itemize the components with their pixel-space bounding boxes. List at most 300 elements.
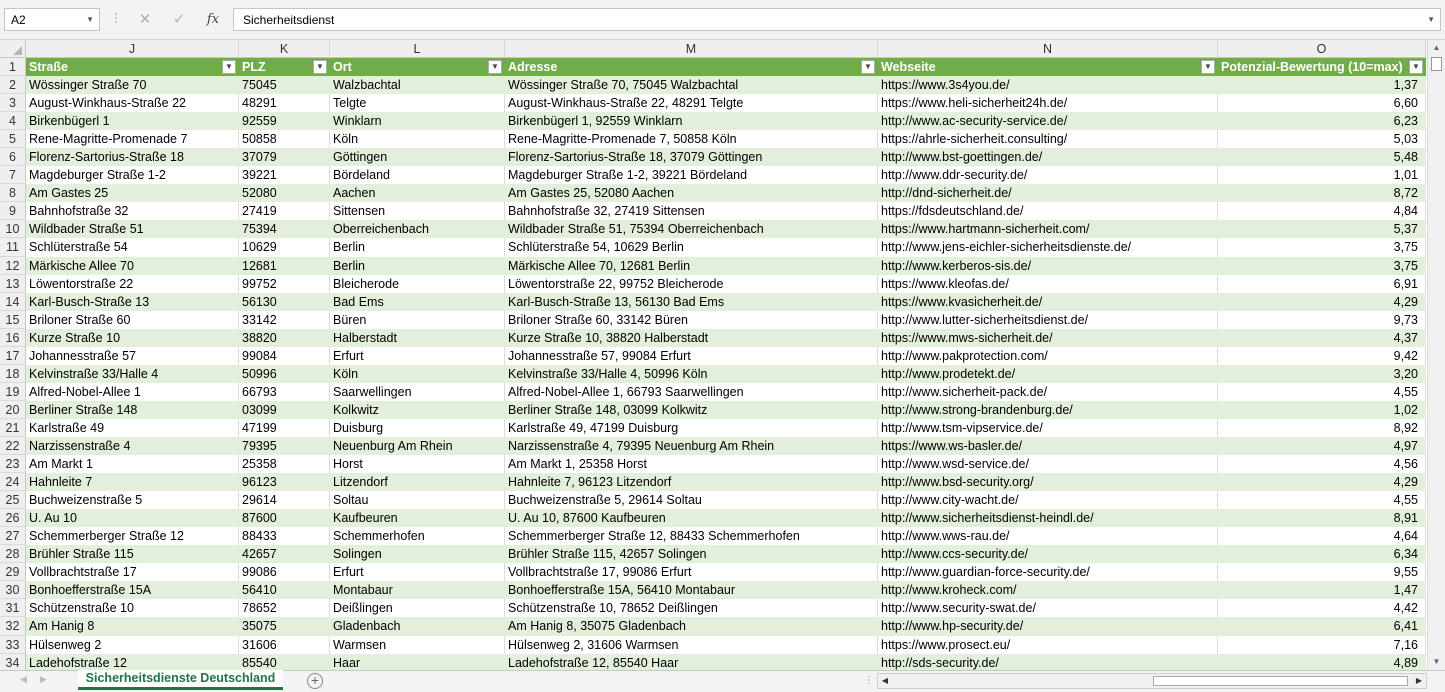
table-cell[interactable]: Büren	[330, 311, 505, 329]
table-cell[interactable]: Schemmerhofen	[330, 527, 505, 545]
row-number[interactable]: 26	[0, 509, 26, 527]
table-cell[interactable]: Kurze Straße 10	[26, 329, 239, 347]
row-number[interactable]: 30	[0, 581, 26, 599]
row-number[interactable]: 24	[0, 473, 26, 491]
table-cell[interactable]: 10629	[239, 238, 330, 256]
tab-split-handle-icon[interactable]: ⋮	[864, 675, 874, 686]
table-row	[0, 130, 1427, 148]
table-cell[interactable]: https://www.kleofas.de/	[878, 275, 1218, 293]
table-cell[interactable]: Berlin	[330, 257, 505, 275]
table-cell[interactable]: 48291	[239, 94, 330, 112]
table-cell[interactable]: Am Markt 1	[26, 455, 239, 473]
name-box[interactable]	[4, 8, 100, 31]
table-cell[interactable]: 92559	[239, 112, 330, 130]
table-cell[interactable]: 39221	[239, 166, 330, 184]
table-cell[interactable]: Haar	[330, 654, 505, 670]
table-cell[interactable]: https://www.mws-sicherheit.de/	[878, 329, 1218, 347]
table-cell[interactable]: 9,73	[1218, 311, 1426, 329]
table-cell[interactable]: Bahnhofstraße 32	[26, 202, 239, 220]
table-cell[interactable]: Rene-Magritte-Promenade 7, 50858 Köln	[505, 130, 878, 148]
table-cell[interactable]: http://www.city-wacht.de/	[878, 491, 1218, 509]
table-cell[interactable]: Aachen	[330, 184, 505, 202]
header-cell[interactable]	[878, 58, 1218, 76]
table-cell[interactable]: 4,29	[1218, 473, 1426, 491]
table-cell[interactable]: Walzbachtal	[330, 76, 505, 94]
header-cell[interactable]	[26, 58, 239, 76]
name-box-value: A2	[11, 13, 26, 27]
table-cell[interactable]: http://www.prodetekt.de/	[878, 365, 1218, 383]
table-cell[interactable]: 66793	[239, 383, 330, 401]
table-cell[interactable]: https://ahrle-sicherheit.consulting/	[878, 130, 1218, 148]
table-cell[interactable]: Am Markt 1, 25358 Horst	[505, 455, 878, 473]
table-cell[interactable]: 99084	[239, 347, 330, 365]
horizontal-scroll-thumb[interactable]	[1153, 676, 1408, 686]
column-header[interactable]: K	[239, 40, 330, 58]
table-cell[interactable]: 8,72	[1218, 184, 1426, 202]
table-cell[interactable]: Florenz-Sartorius-Straße 18	[26, 148, 239, 166]
table-cell[interactable]: http://www.security-swat.de/	[878, 599, 1218, 617]
table-cell[interactable]: 56410	[239, 581, 330, 599]
next-sheet-icon[interactable]: ▶	[40, 674, 47, 684]
table-row	[0, 275, 1427, 293]
table-row	[0, 419, 1427, 437]
table-header-row	[0, 58, 1427, 76]
row-number[interactable]: 34	[0, 654, 26, 670]
table-cell[interactable]: Am Gastes 25	[26, 184, 239, 202]
table-cell[interactable]: http://www.ccs-security.de/	[878, 545, 1218, 563]
table-cell[interactable]: 6,23	[1218, 112, 1426, 130]
table-cell[interactable]: Wildbader Straße 51	[26, 220, 239, 238]
table-cell[interactable]: http://www.hp-security.de/	[878, 617, 1218, 635]
table-cell[interactable]: Solingen	[330, 545, 505, 563]
table-cell[interactable]: 5,48	[1218, 148, 1426, 166]
table-cell[interactable]: Schlüterstraße 54	[26, 238, 239, 256]
add-sheet-icon[interactable]: +	[307, 673, 323, 689]
table-cell[interactable]: 8,91	[1218, 509, 1426, 527]
table-cell[interactable]: https://www.3s4you.de/	[878, 76, 1218, 94]
cancel-icon[interactable]: ✕	[138, 11, 152, 28]
table-cell[interactable]: Bahnhofstraße 32, 27419 Sittensen	[505, 202, 878, 220]
table-cell[interactable]: U. Au 10	[26, 509, 239, 527]
row-number[interactable]: 20	[0, 401, 26, 419]
scroll-right-icon[interactable]: ▶	[1415, 676, 1423, 685]
table-cell[interactable]: August-Winkhaus-Straße 22	[26, 94, 239, 112]
table-row	[0, 401, 1427, 419]
table-cell[interactable]: Saarwellingen	[330, 383, 505, 401]
table-cell[interactable]: http://www.sicherheitsdienst-heindl.de/	[878, 509, 1218, 527]
table-cell[interactable]: 4,37	[1218, 329, 1426, 347]
table-cell[interactable]: 4,55	[1218, 383, 1426, 401]
table-row	[0, 365, 1427, 383]
table-cell[interactable]: 31606	[239, 636, 330, 654]
table-cell[interactable]: Wössinger Straße 70	[26, 76, 239, 94]
chevron-down-icon[interactable]: ▼	[86, 15, 94, 24]
header-cell[interactable]	[239, 58, 330, 76]
table-cell[interactable]: 79395	[239, 437, 330, 455]
table-cell[interactable]: Vollbrachtstraße 17	[26, 563, 239, 581]
table-cell[interactable]: Duisburg	[330, 419, 505, 437]
filter-dropdown-icon[interactable]: ▼	[488, 60, 502, 74]
row-number[interactable]: 32	[0, 617, 26, 635]
row-number[interactable]: 19	[0, 383, 26, 401]
table-cell[interactable]: Karlstraße 49	[26, 419, 239, 437]
table-cell[interactable]: 8,92	[1218, 419, 1426, 437]
table-row	[0, 94, 1427, 112]
table-row	[0, 617, 1427, 635]
table-cell[interactable]: Am Hanig 8	[26, 617, 239, 635]
table-cell[interactable]: http://www.wws-rau.de/	[878, 527, 1218, 545]
table-cell[interactable]: Kurze Straße 10, 38820 Halberstadt	[505, 329, 878, 347]
table-cell[interactable]: 4,29	[1218, 293, 1426, 311]
table-row	[0, 184, 1427, 202]
filter-dropdown-icon[interactable]: ▼	[861, 60, 875, 74]
table-cell[interactable]: 50858	[239, 130, 330, 148]
column-header[interactable]: L	[330, 40, 505, 58]
table-cell[interactable]: 5,03	[1218, 130, 1426, 148]
horizontal-scrollbar[interactable]	[877, 673, 1427, 689]
formula-content: Sicherheitsdienst	[243, 13, 335, 27]
table-cell[interactable]: Kaufbeuren	[330, 509, 505, 527]
table-cell[interactable]: 50996	[239, 365, 330, 383]
prev-sheet-icon[interactable]: ◀	[20, 674, 27, 684]
table-cell[interactable]: Schemmerberger Straße 12	[26, 527, 239, 545]
table-cell[interactable]: Märkische Allee 70	[26, 257, 239, 275]
table-row	[0, 563, 1427, 581]
filter-dropdown-icon[interactable]: ▼	[1409, 60, 1423, 74]
table-cell[interactable]: Märkische Allee 70, 12681 Berlin	[505, 257, 878, 275]
table-cell[interactable]: 42657	[239, 545, 330, 563]
table-cell[interactable]: Hahnleite 7, 96123 Litzendorf	[505, 473, 878, 491]
table-cell[interactable]: Am Gastes 25, 52080 Aachen	[505, 184, 878, 202]
table-cell[interactable]: Litzendorf	[330, 473, 505, 491]
table-cell[interactable]: Montabaur	[330, 581, 505, 599]
table-row	[0, 491, 1427, 509]
row-number[interactable]: 18	[0, 365, 26, 383]
column-header[interactable]: N	[878, 40, 1218, 58]
table-cell[interactable]: http://dnd-sicherheit.de/	[878, 184, 1218, 202]
row-number[interactable]: 6	[0, 148, 26, 166]
table-row	[0, 238, 1427, 256]
table-cell[interactable]: 9,55	[1218, 563, 1426, 581]
table-cell[interactable]: 27419	[239, 202, 330, 220]
table-cell[interactable]: Berliner Straße 148	[26, 401, 239, 419]
table-cell[interactable]: Berlin	[330, 238, 505, 256]
table-cell[interactable]: Ladehofstraße 12, 85540 Haar	[505, 654, 878, 670]
table-cell[interactable]: 03099	[239, 401, 330, 419]
table-cell[interactable]: Horst	[330, 455, 505, 473]
table-cell[interactable]: Florenz-Sartorius-Straße 18, 37079 Göttingen	[505, 148, 878, 166]
table-cell[interactable]: 4,97	[1218, 437, 1426, 455]
table-cell[interactable]: Schemmerberger Straße 12, 88433 Schemmerhofen	[505, 527, 878, 545]
table-cell[interactable]: 7,16	[1218, 636, 1426, 654]
table-cell[interactable]: https://www.hartmann-sicherheit.com/	[878, 220, 1218, 238]
table-row	[0, 383, 1427, 401]
table-cell[interactable]: 56130	[239, 293, 330, 311]
table-cell[interactable]: 52080	[239, 184, 330, 202]
table-cell[interactable]: Gladenbach	[330, 617, 505, 635]
table-cell[interactable]: http://www.ddr-security.de/	[878, 166, 1218, 184]
enter-icon[interactable]: ✓	[172, 11, 186, 28]
sheet-tab-active[interactable]: Sicherheitsdienste Deutschland	[78, 670, 283, 690]
table-row	[0, 148, 1427, 166]
table-cell[interactable]: http://www.tsm-vipservice.de/	[878, 419, 1218, 437]
table-cell[interactable]: Hahnleite 7	[26, 473, 239, 491]
table-cell[interactable]: 4,42	[1218, 599, 1426, 617]
table-cell[interactable]: http://www.jens-eichler-sicherheitsdienste.de/	[878, 238, 1218, 256]
row-number[interactable]: 21	[0, 419, 26, 437]
table-cell[interactable]: http://www.pakprotection.com/	[878, 347, 1218, 365]
table-cell[interactable]: Bad Ems	[330, 293, 505, 311]
table-cell[interactable]: 99752	[239, 275, 330, 293]
table-cell[interactable]: Magdeburger Straße 1-2	[26, 166, 239, 184]
table-cell[interactable]: 38820	[239, 329, 330, 347]
table-cell[interactable]: http://www.ac-security-service.de/	[878, 112, 1218, 130]
rows	[0, 58, 1427, 670]
row-number[interactable]: 23	[0, 455, 26, 473]
table-cell[interactable]: 6,60	[1218, 94, 1426, 112]
table-cell[interactable]: 88433	[239, 527, 330, 545]
row-number[interactable]: 14	[0, 293, 26, 311]
table-cell[interactable]: Birkenbügerl 1, 92559 Winklarn	[505, 112, 878, 130]
formula-bar	[0, 0, 1445, 40]
table-cell[interactable]: Löwentorstraße 22, 99752 Bleicherode	[505, 275, 878, 293]
scroll-down-icon[interactable]: ▼	[1432, 657, 1441, 666]
formula-input[interactable]	[233, 8, 1441, 31]
table-cell[interactable]: http://www.bsd-security.org/	[878, 473, 1218, 491]
row-number[interactable]: 12	[0, 257, 26, 275]
table-cell[interactable]: https://www.heli-sicherheit24h.de/	[878, 94, 1218, 112]
table-cell[interactable]: https://www.kvasicherheit.de/	[878, 293, 1218, 311]
row-number[interactable]: 7	[0, 166, 26, 184]
table-cell[interactable]: 75394	[239, 220, 330, 238]
row-number[interactable]: 13	[0, 275, 26, 293]
select-all-button[interactable]	[0, 40, 26, 58]
table-cell[interactable]: August-Winkhaus-Straße 22, 48291 Telgte	[505, 94, 878, 112]
table-cell[interactable]: https://www.ws-basler.de/	[878, 437, 1218, 455]
row-number[interactable]: 5	[0, 130, 26, 148]
table-cell[interactable]: Berliner Straße 148, 03099 Kolkwitz	[505, 401, 878, 419]
table-cell[interactable]: 37079	[239, 148, 330, 166]
column-header[interactable]: M	[505, 40, 878, 58]
row-number[interactable]: 31	[0, 599, 26, 617]
table-cell[interactable]: Vollbrachtstraße 17, 99086 Erfurt	[505, 563, 878, 581]
table-cell[interactable]: 87600	[239, 509, 330, 527]
table-cell[interactable]: Buchweizenstraße 5, 29614 Soltau	[505, 491, 878, 509]
filter-dropdown-icon[interactable]: ▼	[222, 60, 236, 74]
table-cell[interactable]: Sittensen	[330, 202, 505, 220]
table-cell[interactable]: http://www.strong-brandenburg.de/	[878, 401, 1218, 419]
table-row	[0, 545, 1427, 563]
table-cell[interactable]: Johannesstraße 57, 99084 Erfurt	[505, 347, 878, 365]
table-cell[interactable]: 9,42	[1218, 347, 1426, 365]
table-cell[interactable]: 29614	[239, 491, 330, 509]
table-cell[interactable]: http://www.lutter-sicherheitsdienst.de/	[878, 311, 1218, 329]
table-cell[interactable]: Brühler Straße 115, 42657 Solingen	[505, 545, 878, 563]
scroll-up-icon[interactable]: ▲	[1432, 43, 1441, 52]
filter-dropdown-icon[interactable]: ▼	[1201, 60, 1215, 74]
table-cell[interactable]: Köln	[330, 365, 505, 383]
table-cell[interactable]: 4,55	[1218, 491, 1426, 509]
row-number[interactable]: 2	[0, 76, 26, 94]
row-number[interactable]: 15	[0, 311, 26, 329]
row-number[interactable]: 16	[0, 329, 26, 347]
row-number[interactable]: 8	[0, 184, 26, 202]
table-cell[interactable]: Soltau	[330, 491, 505, 509]
table-row	[0, 293, 1427, 311]
table-cell[interactable]: 85540	[239, 654, 330, 670]
table-cell[interactable]: http://www.kerberos-sis.de/	[878, 257, 1218, 275]
table-cell[interactable]: Wössinger Straße 70, 75045 Walzbachtal	[505, 76, 878, 94]
table-cell[interactable]: Briloner Straße 60	[26, 311, 239, 329]
table-cell[interactable]: Narzissenstraße 4, 79395 Neuenburg Am Rhein	[505, 437, 878, 455]
filter-dropdown-icon[interactable]: ▼	[313, 60, 327, 74]
table-cell[interactable]: 6,34	[1218, 545, 1426, 563]
table-cell[interactable]: Erfurt	[330, 563, 505, 581]
table-cell[interactable]: Johannesstraße 57	[26, 347, 239, 365]
row-number[interactable]: 27	[0, 527, 26, 545]
sheet-tab-bar	[0, 670, 1445, 692]
table-cell[interactable]: 47199	[239, 419, 330, 437]
table-cell[interactable]: Schützenstraße 10	[26, 599, 239, 617]
header-label: Potenzial-Bewertung (10=max)	[1221, 60, 1403, 74]
table-cell[interactable]: http://www.bst-goettingen.de/	[878, 148, 1218, 166]
table-cell[interactable]: 33142	[239, 311, 330, 329]
table-cell[interactable]: Halberstadt	[330, 329, 505, 347]
table-cell[interactable]: Hülsenweg 2, 31606 Warmsen	[505, 636, 878, 654]
table-cell[interactable]: Briloner Straße 60, 33142 Büren	[505, 311, 878, 329]
header-cell[interactable]	[1218, 58, 1426, 76]
spreadsheet-grid[interactable]	[0, 40, 1427, 670]
vertical-scroll-thumb[interactable]	[1431, 57, 1442, 71]
row-number[interactable]: 28	[0, 545, 26, 563]
table-cell[interactable]: Brühler Straße 115	[26, 545, 239, 563]
table-cell[interactable]: Löwentorstraße 22	[26, 275, 239, 293]
table-cell[interactable]: 78652	[239, 599, 330, 617]
insert-function-button[interactable]: fx	[206, 12, 220, 27]
table-cell[interactable]: Alfred-Nobel-Allee 1	[26, 383, 239, 401]
table-cell[interactable]: 6,41	[1218, 617, 1426, 635]
table-cell[interactable]: Bonhoefferstraße 15A	[26, 581, 239, 599]
table-cell[interactable]: http://www.guardian-force-security.de/	[878, 563, 1218, 581]
table-cell[interactable]: http://sds-security.de/	[878, 654, 1218, 670]
table-cell[interactable]: Telgte	[330, 94, 505, 112]
table-cell[interactable]: 1,01	[1218, 166, 1426, 184]
table-cell[interactable]: http://www.kroheck.com/	[878, 581, 1218, 599]
table-cell[interactable]: Kolkwitz	[330, 401, 505, 419]
table-cell[interactable]: Buchweizenstraße 5	[26, 491, 239, 509]
table-cell[interactable]: Bonhoefferstraße 15A, 56410 Montabaur	[505, 581, 878, 599]
header-cell[interactable]	[330, 58, 505, 76]
header-label: Ort	[333, 60, 352, 74]
table-cell[interactable]: Winklarn	[330, 112, 505, 130]
table-cell[interactable]: 12681	[239, 257, 330, 275]
scroll-left-icon[interactable]: ◀	[881, 676, 889, 685]
table-cell[interactable]: Köln	[330, 130, 505, 148]
table-cell[interactable]: 5,37	[1218, 220, 1426, 238]
row-number[interactable]: 29	[0, 563, 26, 581]
table-cell[interactable]: Neuenburg Am Rhein	[330, 437, 505, 455]
table-cell[interactable]: 3,75	[1218, 257, 1426, 275]
row-number[interactable]: 9	[0, 202, 26, 220]
table-cell[interactable]: Karl-Busch-Straße 13	[26, 293, 239, 311]
table-cell[interactable]: Schlüterstraße 54, 10629 Berlin	[505, 238, 878, 256]
table-cell[interactable]: Am Hanig 8, 35075 Gladenbach	[505, 617, 878, 635]
table-row	[0, 527, 1427, 545]
vertical-scrollbar[interactable]	[1427, 40, 1445, 670]
table-cell[interactable]: 1,02	[1218, 401, 1426, 419]
table-cell[interactable]: U. Au 10, 87600 Kaufbeuren	[505, 509, 878, 527]
table-cell[interactable]: https://www.prosect.eu/	[878, 636, 1218, 654]
table-cell[interactable]: 25358	[239, 455, 330, 473]
table-cell[interactable]: http://www.wsd-service.de/	[878, 455, 1218, 473]
table-cell[interactable]: Bleicherode	[330, 275, 505, 293]
table-cell[interactable]: Alfred-Nobel-Allee 1, 66793 Saarwellingen	[505, 383, 878, 401]
table-cell[interactable]: Narzissenstraße 4	[26, 437, 239, 455]
table-row	[0, 257, 1427, 275]
table-cell[interactable]: Kelvinstraße 33/Halle 4, 50996 Köln	[505, 365, 878, 383]
row-number[interactable]: 22	[0, 437, 26, 455]
table-cell[interactable]: 75045	[239, 76, 330, 94]
row-number[interactable]: 25	[0, 491, 26, 509]
table-cell[interactable]: Oberreichenbach	[330, 220, 505, 238]
table-cell[interactable]: 4,89	[1218, 654, 1426, 670]
table-cell[interactable]: Warmsen	[330, 636, 505, 654]
table-cell[interactable]: 6,91	[1218, 275, 1426, 293]
table-row	[0, 654, 1427, 670]
table-cell[interactable]: 4,84	[1218, 202, 1426, 220]
table-cell[interactable]: Karl-Busch-Straße 13, 56130 Bad Ems	[505, 293, 878, 311]
row-number[interactable]: 3	[0, 94, 26, 112]
table-cell[interactable]: 4,64	[1218, 527, 1426, 545]
table-cell[interactable]: http://www.sicherheit-pack.de/	[878, 383, 1218, 401]
expand-formula-icon[interactable]: ▼	[1427, 15, 1435, 24]
table-cell[interactable]: Erfurt	[330, 347, 505, 365]
row-number[interactable]: 11	[0, 238, 26, 256]
table-cell[interactable]: Kelvinstraße 33/Halle 4	[26, 365, 239, 383]
table-cell[interactable]: 99086	[239, 563, 330, 581]
table-row	[0, 473, 1427, 491]
table-cell[interactable]: 1,37	[1218, 76, 1426, 94]
table-cell[interactable]: 35075	[239, 617, 330, 635]
table-cell[interactable]: Birkenbügerl 1	[26, 112, 239, 130]
table-cell[interactable]: Schützenstraße 10, 78652 Deißlingen	[505, 599, 878, 617]
table-cell[interactable]: 1,47	[1218, 581, 1426, 599]
table-cell[interactable]: 96123	[239, 473, 330, 491]
table-cell[interactable]: 4,56	[1218, 455, 1426, 473]
table-cell[interactable]: Ladehofstraße 12	[26, 654, 239, 670]
row-number[interactable]: 17	[0, 347, 26, 365]
table-cell[interactable]: Bördeland	[330, 166, 505, 184]
row-number[interactable]: 33	[0, 636, 26, 654]
column-header[interactable]: O	[1218, 40, 1426, 58]
table-cell[interactable]: https://fdsdeutschland.de/	[878, 202, 1218, 220]
table-cell[interactable]: Göttingen	[330, 148, 505, 166]
table-cell[interactable]: Deißlingen	[330, 599, 505, 617]
table-cell[interactable]: 3,20	[1218, 365, 1426, 383]
table-cell[interactable]: Karlstraße 49, 47199 Duisburg	[505, 419, 878, 437]
more-options-icon[interactable]: ⋮	[110, 11, 122, 25]
table-cell[interactable]: 3,75	[1218, 238, 1426, 256]
row-number[interactable]: 1	[0, 58, 26, 76]
table-cell[interactable]: Wildbader Straße 51, 75394 Oberreichenbach	[505, 220, 878, 238]
table-cell[interactable]: Magdeburger Straße 1-2, 39221 Bördeland	[505, 166, 878, 184]
table-cell[interactable]: Hülsenweg 2	[26, 636, 239, 654]
row-number[interactable]: 10	[0, 220, 26, 238]
column-header[interactable]: J	[26, 40, 239, 58]
row-number[interactable]: 4	[0, 112, 26, 130]
header-cell[interactable]	[505, 58, 878, 76]
table-cell[interactable]: Rene-Magritte-Promenade 7	[26, 130, 239, 148]
